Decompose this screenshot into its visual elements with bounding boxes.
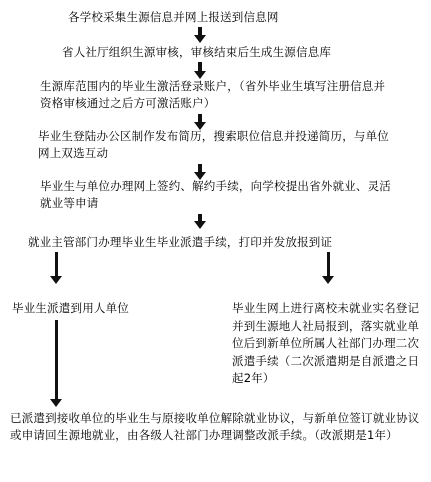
step-sign-contract: 毕业生与单位办理网上签约、解约手续，向学校提出省外就业、灵活就业等申请 — [40, 179, 391, 210]
connector-line — [55, 320, 58, 400]
step-dispatch-procedure: 就业主管部门办理毕业生毕业派遣手续，打印并发放报到证 — [28, 235, 333, 249]
step-reassignment: 已派遣到接收单位的毕业生与原接收单位解除就业协议，与新单位签订就业协议或申请回生源地就业，由各级人社部门办理调整改派手续。（改派期是1年） — [10, 411, 420, 442]
step-unemployed-registration: 毕业生网上进行离校未就业实名登记并到生源地人社局报到，落实就业单位后到新单位所属人社部门办理二次派遣手续（二次派遣期是自派遣之日起2年） — [232, 301, 420, 385]
step-collect-info: 各学校采集生源信息并网上报送到信息网 — [68, 10, 279, 24]
step-activate-account: 生源库范围内的毕业生激活登录账户，（省外毕业生填写注册信息并资格审核通过之后方可激活账户） — [40, 79, 386, 110]
step-publish-resume: 毕业生登陆办公区制作发布简历，搜索职位信息并投递简历，与单位网上双选互动 — [38, 129, 389, 160]
branch-line-left — [55, 252, 58, 277]
step-dispatch-employer: 毕业生派遣到用人单位 — [12, 301, 129, 315]
step-review-info: 省人社厅组织生源审核，审核结束后生成生源信息库 — [62, 45, 332, 59]
branch-line-right — [327, 252, 330, 277]
